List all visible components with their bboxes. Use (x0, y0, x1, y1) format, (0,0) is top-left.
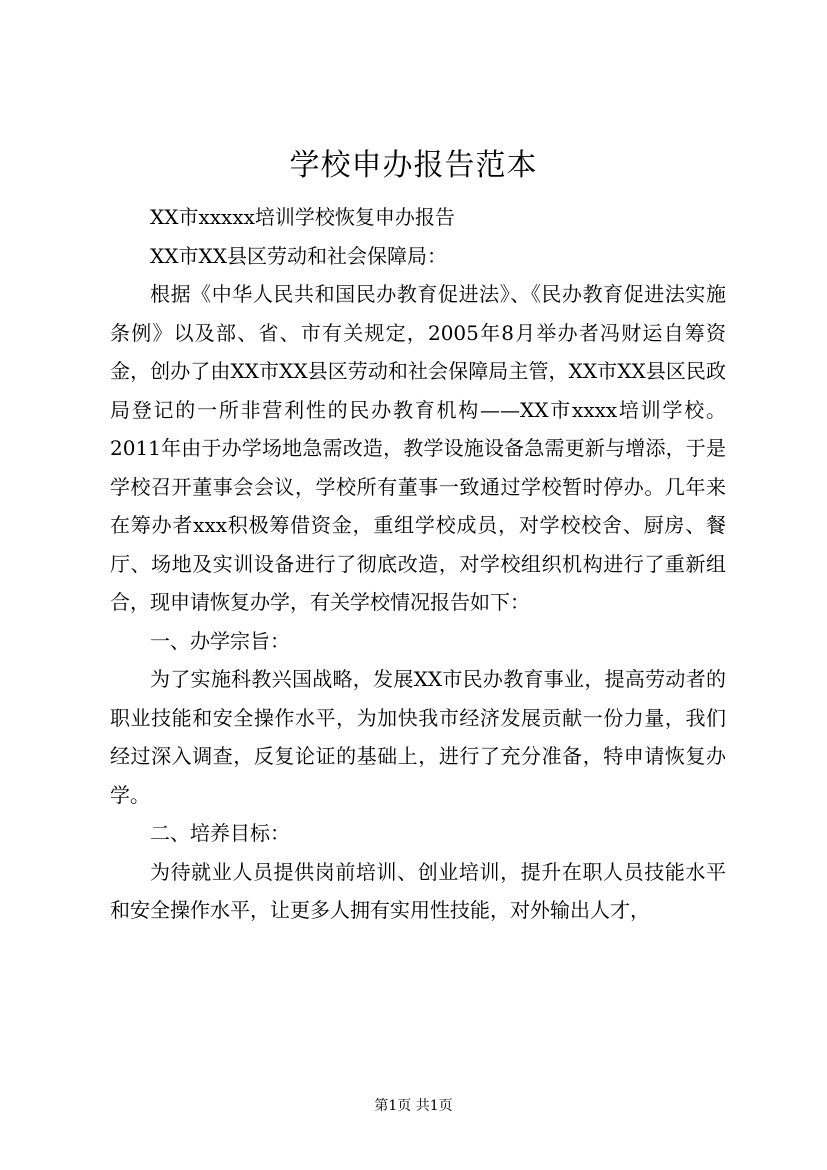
addressee-line: XX市XX县区劳动和社会保障局： (150, 243, 447, 268)
body-paragraph-purpose: 为了实施科教兴国战略，发展XX市民办教育事业，提高劳动者的职业技能和安全操作水平，为加快我市经济发展贡献一份力量，我们经过深入调查，反复论证的基础上，进行了充分准备，特申请恢复办学。 (110, 667, 726, 807)
body-paragraph-goals: 为待就业人员提供岗前培训、创业培训，提升在职人员技能水平和安全操作水平，让更多人拥有实用性技能，对外输出人才， (110, 859, 726, 922)
body-paragraph-intro: 根据《中华人民共和国民办教育促进法》、《民办教育促进法实施条例》以及部、省、市有关规定，2005年8月举办者冯财运自筹资金，创办了由XX市XX县区劳动和社会保障局主管，XX市XX县区民政局登记的一所非营利性的民办教育机构——XX市xxxx培训学校。2011年由于办学场地急需改造，教学设施设备急需更新与增添，于是学校召开董事会会议，学校所有董事一致通过学校暂时停办。几年来在筹办者xxx积极筹借资金，重组学校成员，对学校校舍、厨房、餐厅、场地及实训设备进行了彻底改造，对学校组织机构进行了重新组合，现申请恢复办学，有关学校情况报告如下： (110, 282, 726, 614)
section-heading-goals: 二、培养目标： (150, 821, 290, 845)
page-footer: 第1页 共1页 (374, 1098, 453, 1114)
document-body (110, 198, 726, 930)
document-title: 学校申办报告范本 (289, 148, 538, 183)
report-subtitle: XX市xxxxx培训学校恢复申办报告 (150, 205, 455, 229)
section-heading-purpose: 一、办学宗旨： (150, 628, 290, 653)
